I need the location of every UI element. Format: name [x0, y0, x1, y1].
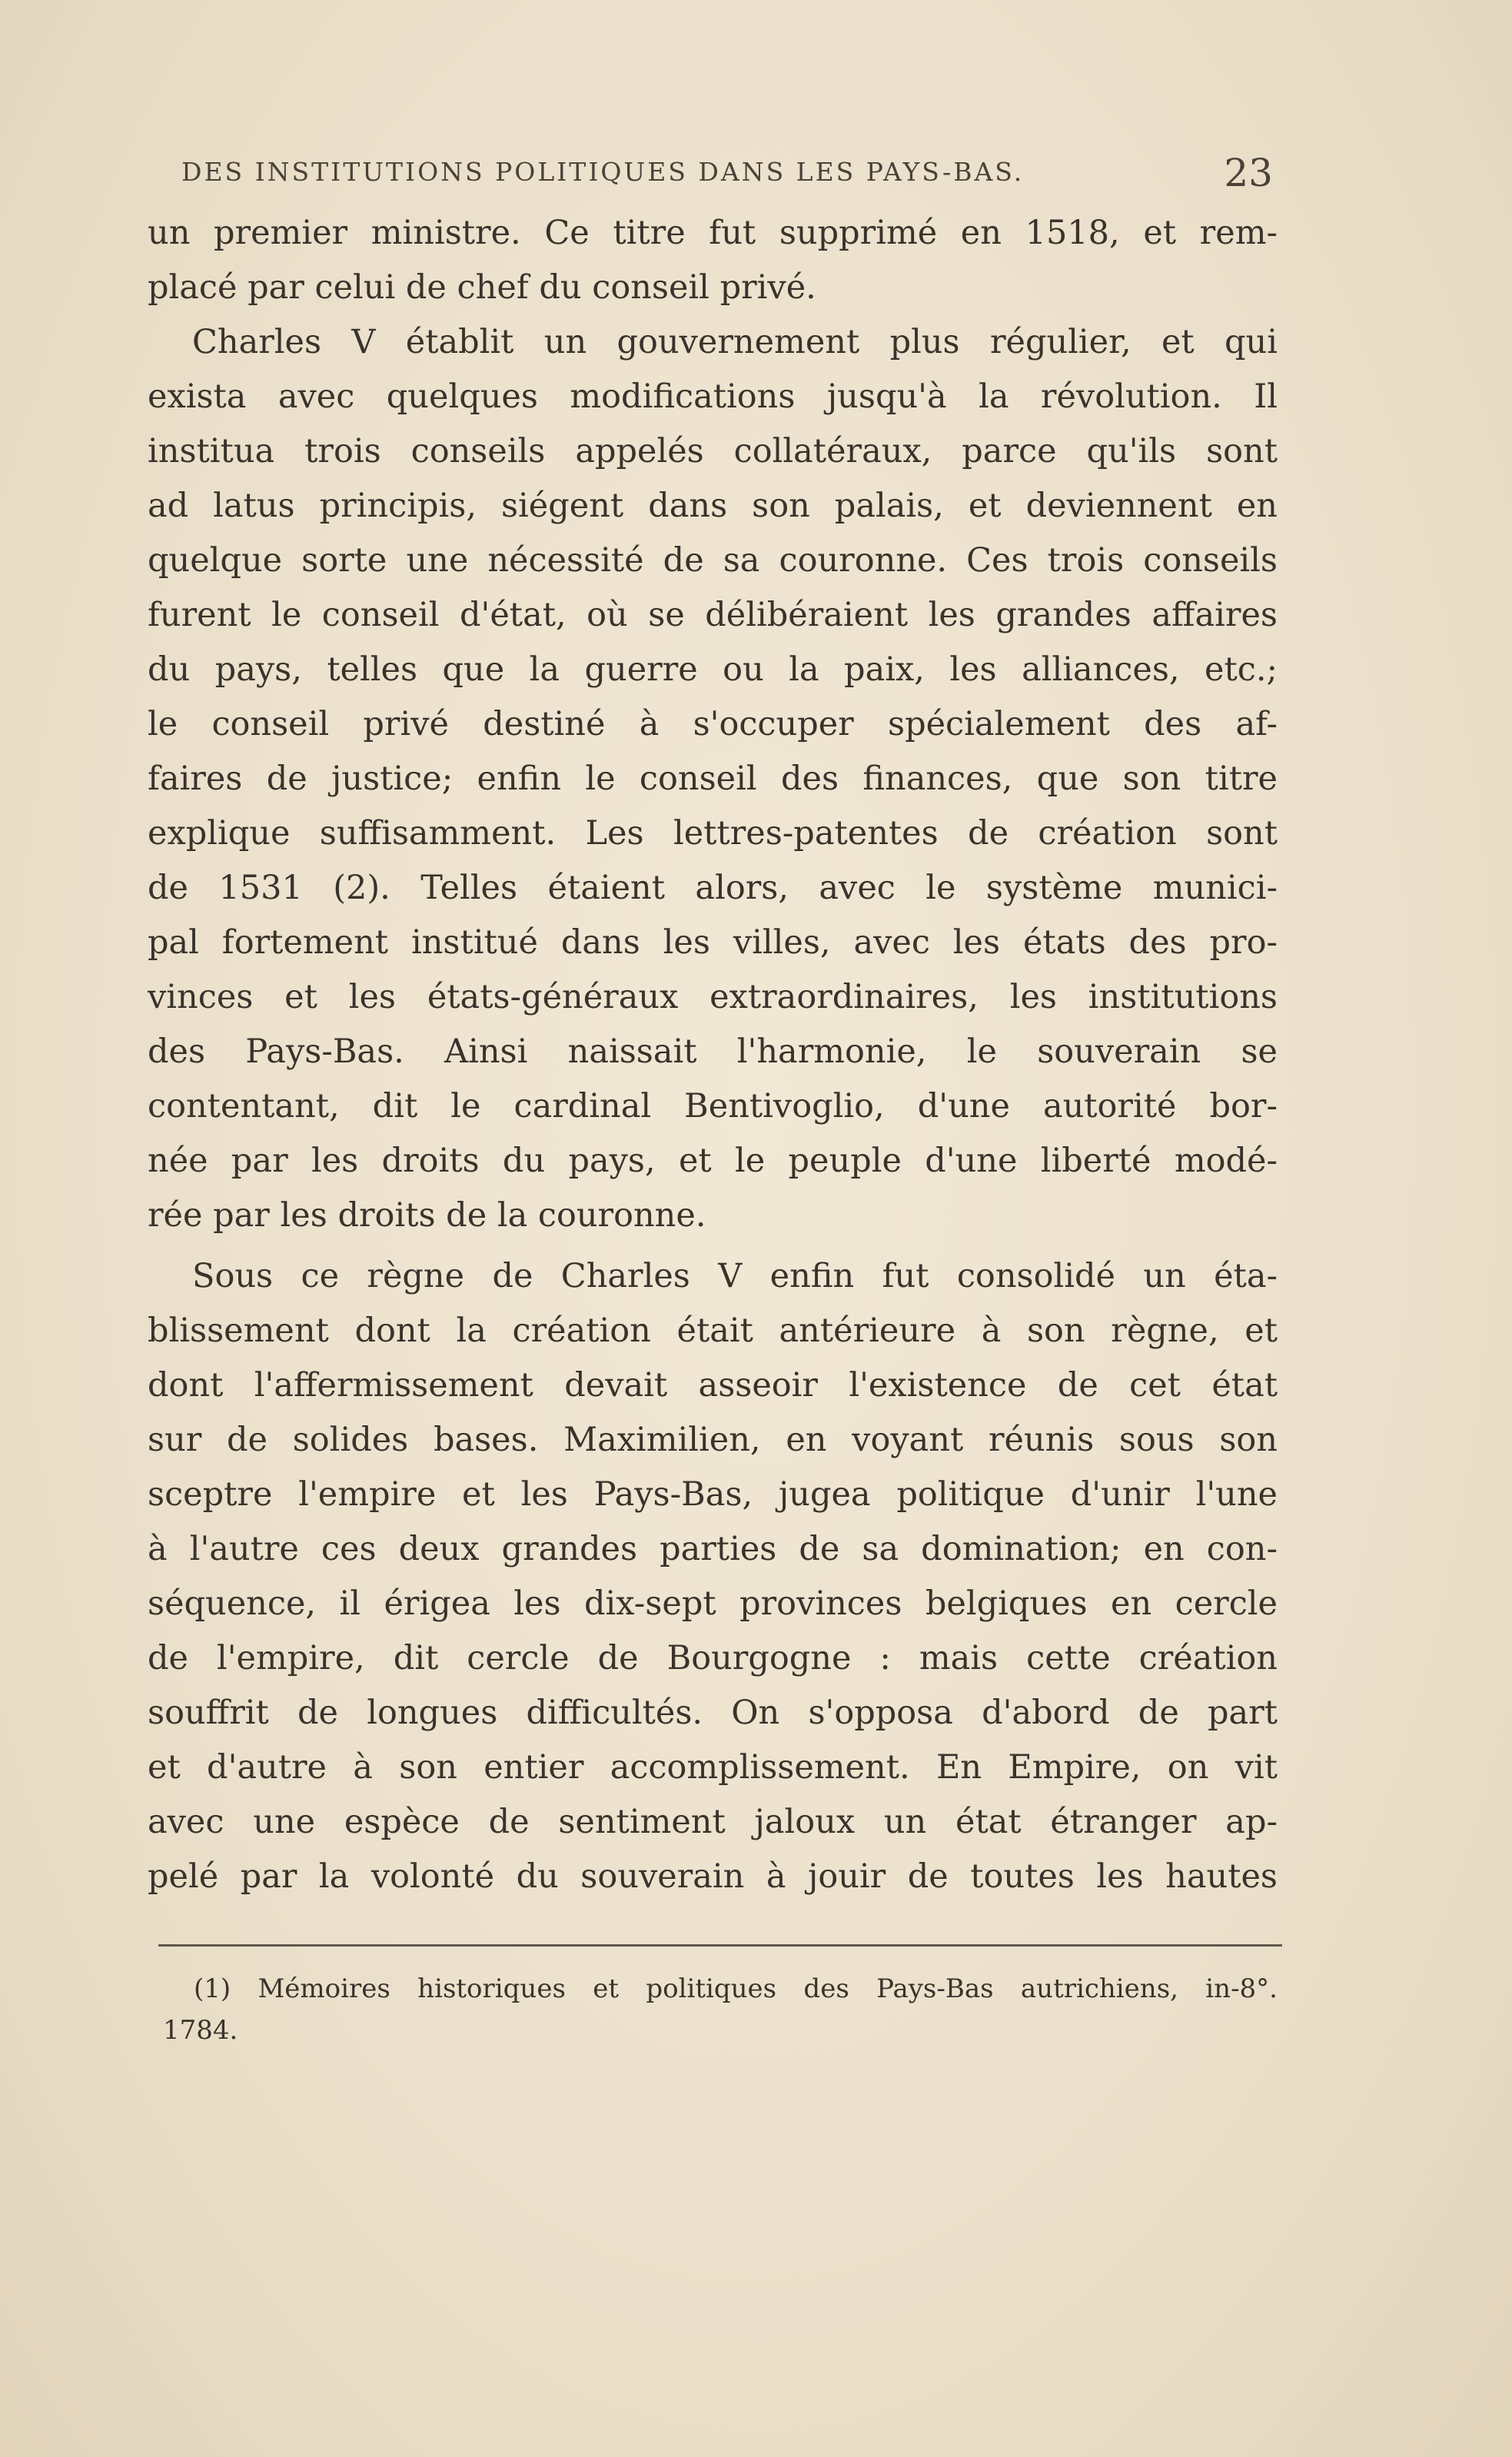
text-line: quelque sorte une nécessité de sa couronne. Ces trois conseils [148, 541, 1278, 580]
running-header [181, 151, 1273, 197]
text-line: le conseil privé destiné à s'occuper spécialement des af- [148, 705, 1278, 743]
text-line: pelé par la volonté du souverain à jouir de toutes les hautes [148, 1857, 1278, 1896]
text-line: contentant, dit le cardinal Bentivoglio, d'une autorité bor- [148, 1087, 1278, 1125]
text-line: née par les droits du pays, et le peuple d'une liberté modé- [148, 1142, 1278, 1180]
text-line: Charles V établit un gouvernement plus régulier, et qui [192, 323, 1278, 361]
body-text [148, 206, 1278, 1904]
text-line: de 1531 (2). Telles étaient alors, avec le système munici- [148, 869, 1278, 907]
text-line: avec une espèce de sentiment jaloux un état étranger ap- [148, 1803, 1278, 1841]
footnote-rule [158, 1944, 1282, 1947]
footnote-line: 1784. [163, 2015, 238, 2046]
text-line: faires de justice; enfin le conseil des finances, que son titre [148, 760, 1278, 798]
text-line: explique suffisamment. Les lettres-patentes de création sont [148, 814, 1278, 853]
text-line: blissement dont la création était antérieure à son règne, et [148, 1312, 1278, 1350]
text-line: de l'empire, dit cercle de Bourgogne : mais cette création [148, 1639, 1278, 1677]
text-line: sceptre l'empire et les Pays-Bas, jugea politique d'unir l'une [148, 1475, 1278, 1514]
page-number: 23 [1224, 151, 1273, 195]
text-line: exista avec quelques modifications jusqu'à la révolution. Il [148, 377, 1278, 416]
text-line: du pays, telles que la guerre ou la paix, les alliances, etc.; [148, 650, 1278, 689]
running-title: DES INSTITUTIONS POLITIQUES DANS LES PAYS-BAS. [181, 157, 1025, 187]
text-line: pal fortement institué dans les villes, avec les états des pro- [148, 923, 1278, 962]
text-line: ad latus principis, siégent dans son palais, et deviennent en [148, 487, 1278, 525]
text-line: sur de solides bases. Maximilien, en voyant réunis sous son [148, 1421, 1278, 1459]
text-line: séquence, il érigea les dix-sept provinces belgiques en cercle [148, 1584, 1278, 1623]
text-line: institua trois conseils appelés collatéraux, parce qu'ils sont [148, 432, 1278, 470]
text-line: des Pays-Bas. Ainsi naissait l'harmonie, le souverain se [148, 1032, 1278, 1071]
text-line: souffrit de longues difficultés. On s'opposa d'abord de part [148, 1694, 1278, 1732]
text-line: furent le conseil d'état, où se délibéraient les grandes affaires [148, 596, 1278, 634]
text-line: et d'autre à son entier accomplissement. En Empire, on vit [148, 1748, 1278, 1787]
footnote-line: (1) Mémoires historiques et politiques des Pays-Bas autrichiens, in-8°. [194, 1973, 1278, 2004]
footnotes [163, 1968, 1278, 2051]
text-line: vinces et les états-généraux extraordinaires, les institutions [148, 978, 1278, 1016]
text-line: à l'autre ces deux grandes parties de sa domination; en con- [148, 1530, 1278, 1568]
text-line: placé par celui de chef du conseil privé. [148, 268, 816, 307]
text-line: rée par les droits de la couronne. [148, 1196, 706, 1235]
text-line: un premier ministre. Ce titre fut supprimé en 1518, et rem- [148, 214, 1278, 252]
text-line: Sous ce règne de Charles V enfin fut consolidé un éta- [192, 1257, 1278, 1295]
text-line: dont l'affermissement devait asseoir l'existence de cet état [148, 1366, 1278, 1405]
